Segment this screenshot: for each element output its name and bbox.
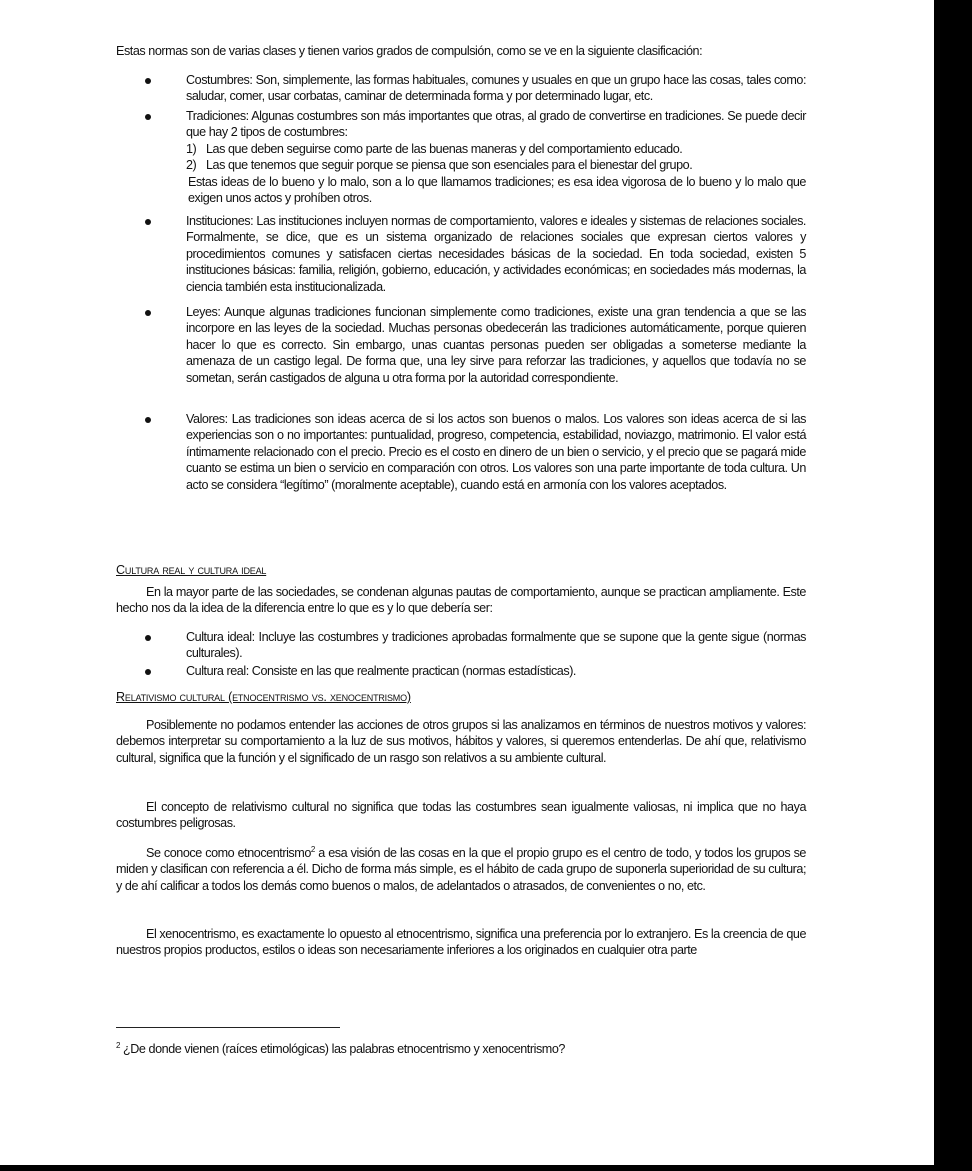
bullet-costumbres: Costumbres: Son, simplemente, las formas habituales, comunes y usuales en que un grupo hace las cosas, tales como: saludar, comer, usar corbatas, caminar de determinada forma y por determinado lugar, etc. — [186, 73, 806, 104]
bullet-leyes: Leyes: Aunque algunas tradiciones funcionan simplemente como tradiciones, existe una gran tendencia a que se las incorpore en las leyes de la sociedad. Muchas personas obedecerán las tradiciones automáticamente, porque quieren hacer lo que es correcto. Sin embargo, unas cuantas personas pueden ser obligadas a someterse mediante la amenaza de un castigo legal. De forma que, una ley sirve para reforzar las tradiciones, y aquellos que todavía no se sometan, serán castigados de alguna u otra forma por la autoridad correspondiente. — [186, 305, 806, 385]
tradiciones-note: Estas ideas de lo bueno y lo malo, son a lo que llamamos tradiciones; es esa idea vigorosa de lo bueno y lo malo que exigen unos actos y prohíben otros. — [188, 174, 806, 206]
bullet-cultura-ideal: Cultura ideal: Incluye las costumbres y tradiciones aprobadas formalmente que se supone que la gente sigue (normas culturales). — [186, 630, 806, 661]
bullet-icon — [145, 669, 151, 675]
bullet-icon — [145, 114, 151, 120]
cultura-paragraph: En la mayor parte de las sociedades, se condenan algunas pautas de comportamiento, aunque se practican ampliamente. Este hecho nos da la idea de la diferencia entre lo que es y lo que debería ser: — [116, 585, 806, 616]
footnote-ref[interactable]: 2 — [310, 844, 315, 854]
footnote: $^2$ ¿De donde vienen (raíces etimológicas) las palabras etnocentrismo y xenocentrismo? — [116, 1040, 565, 1056]
tradiciones-text: Tradiciones: Algunas costumbres son más importantes que otras, al grado de convertirse en tradiciones. Se puede decir que hay 2 tipos de costumbres: — [186, 109, 806, 140]
tradiciones-item-1: 1) Las que deben seguirse como parte de las buenas maneras y del comportamiento educado. — [186, 141, 683, 156]
bullet-icon — [145, 219, 151, 225]
bullet-tradiciones — [186, 108, 806, 206]
relativismo-p2: El concepto de relativismo cultural no significa que todas las costumbres sean igualmente valiosas, ni implica que no haya costumbres peligrosas. — [116, 800, 806, 831]
footnote-divider — [116, 1027, 340, 1028]
relativismo-p4: El xenocentrismo, es exactamente lo opuesto al etnocentrismo, significa una preferencia por lo extranjero. Es la creencia de que nuestros propios productos, estilos o ideas son necesariamente inferiores a los originados en cualquier otra parte — [116, 927, 806, 958]
bullet-cultura-real: Cultura real: Consiste en las que realmente practican (normas estadísticas). — [186, 664, 576, 678]
section-heading-relativismo: Relativismo cultural (etnocentrismo vs. xenocentrismo) — [116, 690, 411, 704]
section-heading-cultura: Cultura real y cultura ideal — [116, 563, 267, 577]
bullet-instituciones: Instituciones: Las instituciones incluyen normas de comportamiento, valores e ideales y sistemas de relaciones sociales. Formalmente, se dice, que es un sistema organizado de relaciones sociales que expresan ciertos valores y procedimientos comunes y satisfacen ciertas necesidades básicas de la sociedad. En toda sociedad, existen 5 instituciones básicas: familia, religión, gobierno, educación, y actividades económicas; en sociedades más modernas, la ciencia también esta institucionalizada. — [186, 214, 806, 294]
bullet-icon — [145, 635, 151, 641]
bullet-icon — [145, 417, 151, 423]
bullet-icon — [145, 78, 151, 84]
bullet-icon — [145, 310, 151, 316]
relativismo-p3: Se conoce como etnocentrismo$^2$ a esa visión de las cosas en la que el propio grupo es el centro de todo, y todos los grupos se miden y clasifican con referencia a él. Dicho de forma más simple, es el hábito de cada grupo de suponerla superioridad de su cultura; y de ahí calificar a todos los demás como buenos o malos, de adelantados o atrasados, de convenientes o no, etc. — [116, 844, 806, 893]
tradiciones-item-2: 2) Las que tenemos que seguir porque se piensa que son esenciales para el bienestar del grupo. — [186, 158, 693, 173]
intro-paragraph: Estas normas son de varias clases y tienen varios grados de compulsión, como se ve en la siguiente clasificación: — [116, 44, 703, 58]
relativismo-p1: Posiblemente no podamos entender las acciones de otros grupos si las analizamos en términos de nuestros motivos y valores: debemos interpretar su comportamiento a la luz de sus motivos, hábitos y valores, si queremos entenderlas. De ahí que, relativismo cultural, significa que la función y el significado de un rasgo son relativos a su ambiente cultural. — [116, 718, 806, 765]
bullet-valores: Valores: Las tradiciones son ideas acerca de si los actos son buenos o malos. Los valores son ideas acerca de si las experiencias son o no importantes: puntualidad, progreso, competencia, estabilidad, noviazgo, matrimonio. El valor está íntimamente relacionado con el precio. Precio es el costo en dinero de un bien o servicio, y el precio que se pagará mide cuanto se estima un bien o servicio en comparación con otros. Los valores son una parte importante de toda cultura. Un acto se considera “legítimo” (moralmente aceptable), cuando está en armonía con los valores aceptados. — [186, 412, 806, 492]
